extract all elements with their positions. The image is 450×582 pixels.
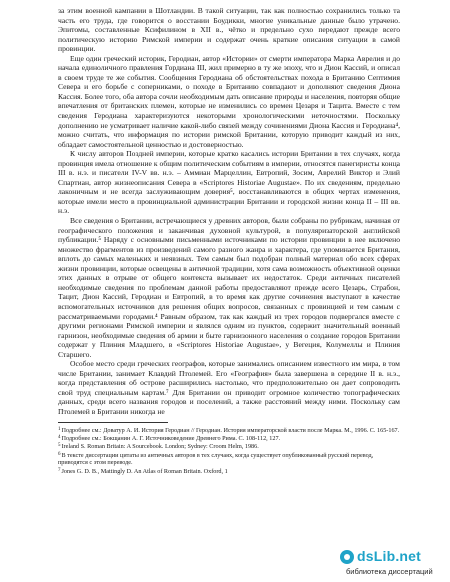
document-page (58, 6, 400, 475)
paragraph-2: Еще один греческий историк, Геродиан, автор «Истории» от смерти императора Марка Аврелия и до начала единоличного правления Гордиана III, жил примерно в ту же эпоху, что и Дион Кассий, и описал в своем труде те же события. Сообщения Геродиана об обстоятельствах похода в Британию Септимия Севера и его борьбе с соперниками, о походе в Британию совпадают и дополняют сведения Диона Кассия. Более того, оба автора сочли необходимым дать описание природы и населения, повторяя общие впечатления от британских племен, которые не изменились со времен Цезаря и Тацита. Вместе с тем сведения Геродиана характеризуются некоторыми хронологическими неточностями. Поскольку дополнению не усматривает наличие какой-либо связей между сочинениями Диона Кассия и Геродиана⁴, можно считать, что информация по истории римской Британии, которую приводит каждый из них, обладает самостоятельной ценностью и достоверностью. (58, 53, 400, 149)
footnote: $^1$Подробнее см.: Доватур А. И. История Геродиан // Геродиан. История императорской власти после Марка. М., 1996. С. 165-167. (58, 426, 400, 434)
footnote: $^6$В тексте диссертации цитаты из античных авторов в тех случаях, когда существует опубликованный русский перевод, приводятся с этом переводе. (58, 451, 374, 467)
paragraph-5: Особое место среди греческих географов, которые занимались описанием известного им мира, в том числе Британии, занимает Клавдий Птолемей. Его «География» была завершена в середине II в. н.э., когда представления об острове расширились настолько, что предположительно он дает сопроводить свой труд специальным картам.⁷ Для Британии он приводит огромное количество топографических данных, среди всего названия городов и поселений, а также расстояний между ними. Поскольку сам Птолемей в Британии никогда не (58, 359, 400, 416)
paragraph-1: за этим военной кампании в Шотландии. В такой ситуации, так как полностью сохранились только та часть его труда, где говорится о восстании Боудикки, многие уникальные данные было утрачено. Эпитомы, составленные Ксифилином в XII в., чётко и предельно сухо передают прежде всего политическую историю Римской империи и содержат очень краткие описания ситуации в самой провинции. (58, 6, 400, 54)
watermark[interactable] (340, 548, 444, 578)
watermark-site-name: dsLib.net (357, 548, 422, 564)
paragraph-4: Все сведения о Британии, встречающиеся у древних авторов, были собраны по рубрикам, начиная от географического положения и заканчивая духовной культурой, в популяризаторской английской публикации.⁵ Наряду с основными письменными источниками по истории провинции в нее включено множество фрагментов из произведений самого разного жанра и характера, где упоминается Британия, вплоть до самых маленьких и неявзных. Тем самым был подобран полный материал обо всех сферах жизни провинции, которые освещены в античной традиции, хотя сама возможность объективной оценки этих данных в отрыве от общего контекста вызывает их недостаток. Среди античных писателей необходимые сведения по проблемам данной работы предоставляют прежде всего Цезарь, Страбон, Тацит, Дион Кассий, Геродиан и Евтропий, в то время как другие сочинения выступают в качестве вспомогательных источников для решения общих вопросов, связанных с провинцией и тем самым с рассматриваемыми городами.⁴ Равным образом, так как каждый из трех городов подвергался вместе с другими регионами Римской империи и являлся одним из пунктов, содержит значительный военный гарнизон, необходимые сведения об армии и быте гарнизонного населения о создание городов Британии содержат у Плиния Младшего, в «Scriptores Historiae Augustae», у Вегеция, Колумеллы и Плиния Старшего. (58, 216, 400, 359)
footnote: $^4$Подробнее см.: Бокщанин А. Г. Источниковедение Древнего Рима. С. 108-112, 127. (58, 434, 281, 442)
footnote: $^5$Ireland S. Roman Britain: A Sourcebook. London; Sydney: Croom Helm, 1986. (58, 443, 259, 451)
watermark-subtitle: библиотека диссертаций (346, 567, 433, 576)
footnote-divider (58, 422, 168, 423)
watermark-logo-icon (340, 550, 354, 564)
footnote: $^7$Jones G. D. B., Mattingly D. An Atlas of Roman Britain. Oxford, 1 (58, 467, 228, 475)
paragraph-3: К числу авторов Поздней империи, которые кратко касались истории Британии в тех случаях, когда провинция имела отношение к общим политическим событиям в империи, относятся панегиристы конца III в. н.э. и писатели IV-V вв. н.э. – Аммиан Марцеллин, Евтропий, Зосим, Аврелий Виктор и Элий Спартиан, автор жизнеописания Севера в «Scriptores Historiae Augustae». По их сведениям, предельно лаконичным и не всегда заслуживающим доверия⁵, восстанавливаются в общих чертах изменения, которые имели место в провинциальной администрации Британии и городской жизни конца II – III вв. н.э. (58, 149, 400, 216)
